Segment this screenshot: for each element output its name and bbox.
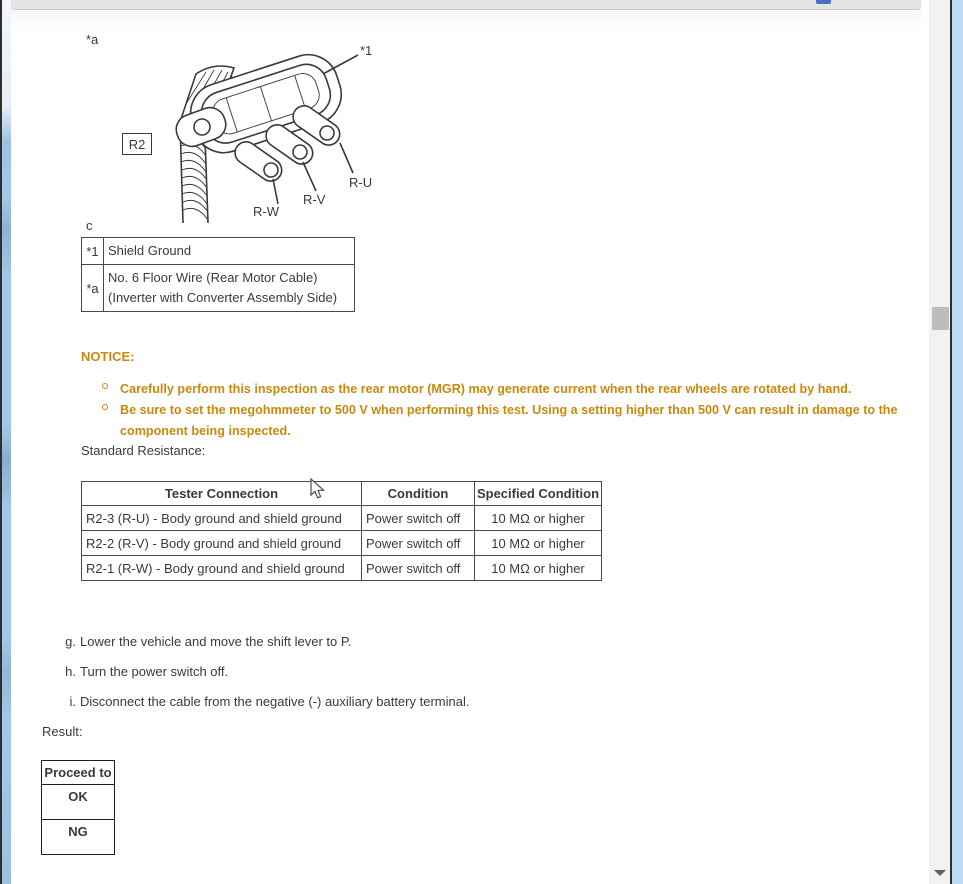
cell-tester-connection: R2-2 (R-V) - Body ground and shield ground: [82, 531, 362, 556]
table-row: [82, 556, 602, 581]
step-text: Turn the power switch off.: [80, 664, 229, 679]
column-header-specified-condition: Specified Condition: [475, 482, 602, 506]
table-row: [82, 238, 355, 265]
cell-tester-connection: R2-1 (R-W) - Body ground and shield ground: [82, 556, 362, 581]
cell-specified-condition: 10 MΩ or higher: [475, 531, 602, 556]
legend-table: [81, 237, 355, 312]
step-h: [62, 664, 228, 679]
step-label: h.: [65, 664, 76, 679]
cell-specified-condition: 10 MΩ or higher: [475, 556, 602, 581]
cell-tester-connection: R2-3 (R-U) - Body ground and shield ground: [82, 506, 362, 531]
vertical-scrollbar-track[interactable]: [929, 0, 950, 884]
figure-callout-a: *a: [86, 32, 99, 47]
legend-value: [104, 265, 355, 312]
column-header-condition: Condition: [362, 482, 475, 506]
column-header-tester-connection: Tester Connection: [82, 482, 362, 506]
notice-heading: NOTICE:: [81, 349, 135, 364]
table-header-row: [82, 482, 602, 506]
bullet-icon: [102, 404, 108, 410]
connector-id-box: R2: [122, 133, 152, 155]
terminal-label-rv: R-V: [303, 192, 326, 207]
table-row: [82, 531, 602, 556]
cell-condition: Power switch off: [362, 531, 475, 556]
result-table: [41, 760, 115, 855]
window-right-glass-edge: [952, 0, 963, 884]
clipped-link-fragment[interactable]: [816, 0, 831, 4]
terminal-label-ru: R-U: [349, 175, 373, 190]
table-row: [42, 785, 115, 820]
legend-key: *1: [82, 238, 104, 265]
cell-condition: Power switch off: [362, 556, 475, 581]
result-ng: NG: [42, 820, 115, 855]
connector-diagram: [170, 42, 385, 225]
step-g: [62, 634, 351, 649]
notice-item-1: Carefully perform this inspection as the rear motor (MGR) may generate current when the rear wheels are rotated by hand.: [120, 382, 852, 396]
step-label: i.: [69, 694, 76, 709]
legend-key: *a: [82, 265, 104, 312]
table-row: [42, 820, 115, 855]
step-i: [62, 694, 469, 709]
vertical-scrollbar-thumb[interactable]: [932, 307, 949, 330]
result-header: Proceed to: [42, 761, 115, 785]
figure-footnote-c: c: [86, 218, 93, 233]
resistance-table: [81, 481, 602, 581]
legend-value: Shield Ground: [104, 238, 355, 265]
step-text: Lower the vehicle and move the shift lever to P.: [80, 634, 352, 649]
result-ok: OK: [42, 785, 115, 820]
legend-value-line1: No. 6 Floor Wire (Rear Motor Cable): [108, 270, 318, 285]
standard-resistance-label: Standard Resistance:: [81, 443, 206, 458]
bullet-icon: [102, 383, 108, 389]
step-label: g.: [65, 634, 76, 649]
cell-specified-condition: 10 MΩ or higher: [475, 506, 602, 531]
cell-condition: Power switch off: [362, 506, 475, 531]
step-text: Disconnect the cable from the negative (-) auxiliary battery terminal.: [80, 694, 470, 709]
toolbar-strip: [11, 0, 921, 10]
scrollbar-down-arrow-icon[interactable]: [930, 862, 950, 882]
table-row: [82, 506, 602, 531]
notice-item-2: Be sure to set the megohmmeter to 500 V when performing this test. Using a setting higher than 500 V can result in damage to the component being inspected.: [120, 403, 898, 438]
window-left-glass-edge: [2, 0, 11, 884]
legend-value-line2: (Inverter with Converter Assembly Side): [108, 290, 338, 305]
result-label: Result:: [42, 724, 83, 739]
terminal-label-rw: R-W: [253, 204, 279, 219]
figure-callout-1: *1: [360, 43, 373, 58]
toolbar-shadow: [11, 11, 921, 33]
mouse-cursor-icon: [310, 478, 326, 500]
table-header-row: [42, 761, 115, 785]
table-row: [82, 265, 355, 312]
